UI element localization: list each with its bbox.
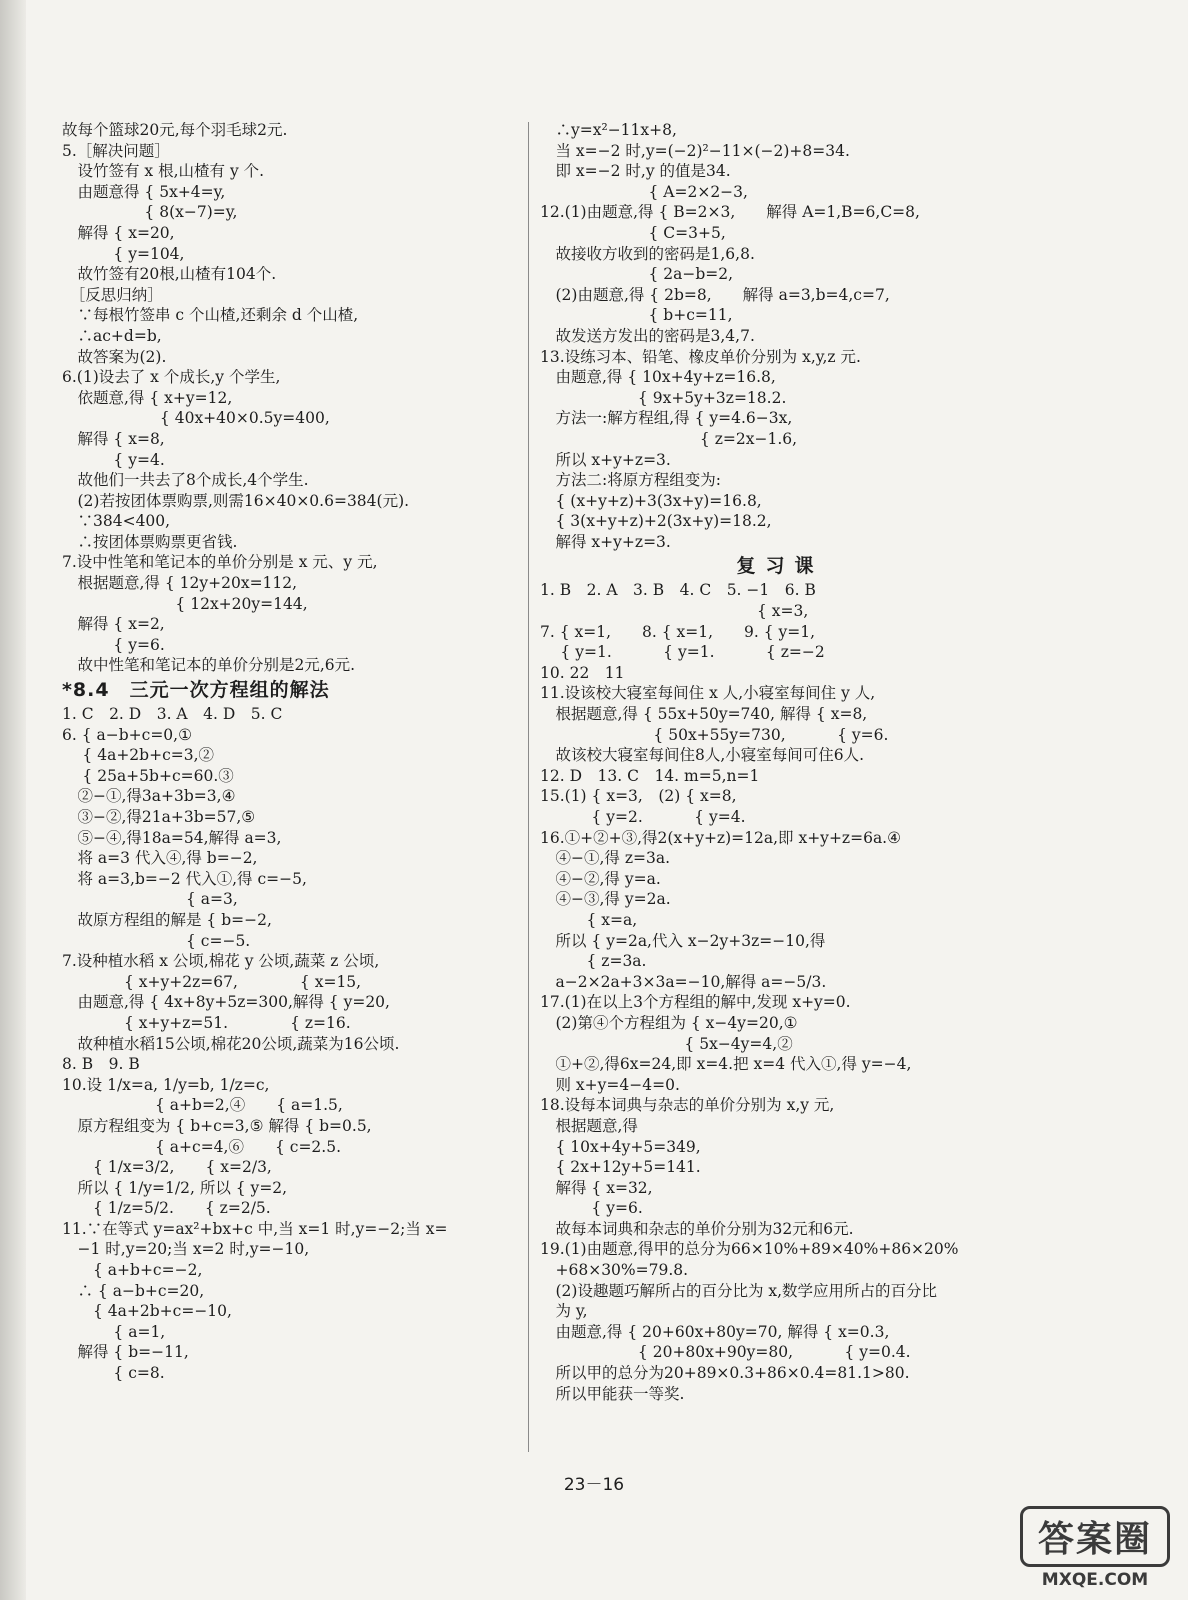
- text-line: (2)若按团体票购票,则需16×40×0.6=384(元).: [62, 491, 410, 510]
- text-line: { a+b=2,④ { a=1.5,: [62, 1096, 343, 1115]
- text-line: { x+y+z=51. { z=16.: [62, 1013, 351, 1032]
- text-line: 解得 { x=20,: [62, 223, 175, 242]
- text-line: 所以 x+y+z=3.: [540, 450, 671, 469]
- text-line: a−2×2a+3×3a=−10,解得 a=−5/3.: [540, 972, 827, 991]
- text-line: { x+y+2z=67, { x=15,: [62, 972, 362, 991]
- text-line: { y=6.: [62, 635, 165, 654]
- text-line: 6.(1)设去了 x 个成长,y 个学生,: [62, 368, 281, 387]
- text-line: { (x+y+z)+3(3x+y)=16.8,: [540, 491, 762, 510]
- text-line: ⑤−④,得18a=54,解得 a=3,: [62, 828, 282, 847]
- text-line: { 40x+40×0.5y=400,: [62, 409, 330, 428]
- page-edge: [0, 0, 26, 1600]
- text-line: 7. { x=1, 8. { x=1, 9. { y=1,: [540, 622, 816, 641]
- text-line: 由题意,得 { 20+60x+80y=70, 解得 { x=0.3,: [540, 1322, 890, 1341]
- text-line: 故他们一共去了8个成长,4个学生.: [62, 471, 309, 490]
- text-line: { a+c=4,⑥ { c=2.5.: [62, 1137, 342, 1156]
- text-line: 解得 x+y+z=3.: [540, 532, 671, 551]
- text-line: 解得 { x=32,: [540, 1178, 653, 1197]
- text-line: { 3(x+y+z)+2(3x+y)=18.2,: [540, 512, 772, 531]
- right-block-1: [540, 120, 1020, 552]
- watermark-logo: [1020, 1506, 1170, 1588]
- text-line: 所以甲能获一等奖.: [540, 1384, 685, 1403]
- text-line: 19.(1)由题意,得甲的总分为66×10%+89×40%+86×20%: [540, 1240, 959, 1259]
- text-line: 18.设每本词典与杂志的单价分别为 x,y 元,: [540, 1096, 835, 1115]
- text-line: 根据题意,得 { 55x+50y=740, 解得 { x=8,: [540, 705, 868, 724]
- text-line: { z=3a.: [540, 952, 647, 971]
- text-line: 1. B 2. A 3. B 4. C 5. −1 6. B: [540, 581, 816, 600]
- text-line: { 4a+2b+c=3,②: [62, 746, 215, 765]
- text-line: { C=3+5,: [540, 223, 726, 242]
- text-line: { A=2×2−3,: [540, 182, 748, 201]
- text-line: { 10x+4y+5=349,: [540, 1137, 701, 1156]
- text-line: { y=1. { y=1. { z=−2: [540, 643, 825, 662]
- text-line: 将 a=3 代入④,得 b=−2,: [62, 849, 258, 868]
- text-line: 所以甲的总分为20+89×0.3+86×0.4=81.1>80.: [540, 1364, 910, 1383]
- text-line: ④−②,得 y=a.: [540, 869, 661, 888]
- text-line: 方法二:将原方程组变为:: [540, 471, 721, 490]
- text-line: 根据题意,得: [540, 1116, 638, 1135]
- text-line: 解得 { x=2,: [62, 615, 165, 634]
- text-line: 故竹签有20根,山楂有104个.: [62, 265, 277, 284]
- column-divider: [528, 122, 529, 1452]
- text-line: 由题意,得 { 4x+8y+5z=300,解得 { y=20,: [62, 993, 390, 1012]
- text-line: 故中性笔和笔记本的单价分别是2元,6元.: [62, 656, 356, 675]
- text-line: ∴ { a−b+c=20,: [62, 1281, 205, 1300]
- text-line: 11.∵在等式 y=ax²+bx+c 中,当 x=1 时,y=−2;当 x=: [62, 1219, 448, 1238]
- text-line: 故答案为(2).: [62, 347, 167, 366]
- text-line: 11.设该校大寝室每间住 x 人,小寝室每间住 y 人,: [540, 684, 876, 703]
- text-line: +68×30%=79.8.: [540, 1261, 689, 1280]
- text-line: { 20+80x+90y=80, { y=0.4.: [540, 1343, 911, 1362]
- text-line: 10. 22 11: [540, 663, 625, 682]
- watermark-url: MXQE.COM: [1041, 1570, 1149, 1590]
- text-line: { 1/z=5/2. { z=2/5.: [62, 1199, 271, 1218]
- text-line: { b+c=11,: [540, 306, 733, 325]
- text-line: 则 x+y=4−4=0.: [540, 1075, 680, 1094]
- text-line: { 25a+5b+c=60.③: [62, 766, 234, 785]
- text-line: 故每本词典和杂志的单价分别为32元和6元.: [540, 1219, 854, 1238]
- text-line: { y=104,: [62, 244, 185, 263]
- text-line: { 2x+12y+5=141.: [540, 1158, 701, 1177]
- text-line: 设竹签有 x 根,山楂有 y 个.: [62, 162, 265, 181]
- text-line: 12. D 13. C 14. m=5,n=1: [540, 766, 760, 785]
- text-line: 故接收方收到的密码是1,6,8.: [540, 244, 755, 263]
- text-line: ∵384<400,: [62, 512, 171, 531]
- text-line: −1 时,y=20;当 x=2 时,y=−10,: [62, 1240, 310, 1259]
- text-line: ①+②,得6x=24,即 x=4.把 x=4 代入①,得 y=−4,: [540, 1055, 912, 1074]
- text-line: { 2a−b=2,: [540, 265, 734, 284]
- right-column: [540, 120, 1020, 1404]
- text-line: 原方程组变为 { b+c=3,⑤ 解得 { b=0.5,: [62, 1116, 372, 1135]
- text-line: 12.(1)由题意,得 { B=2×3, 解得 A=1,B=6,C=8,: [540, 203, 920, 222]
- text-line: { y=2. { y=4.: [540, 808, 746, 826]
- text-line: { 1/x=3/2, { x=2/3,: [62, 1158, 272, 1177]
- text-line: 故发送方发出的密码是3,4,7.: [540, 326, 755, 345]
- text-line: 5.［解决问题］: [62, 141, 170, 160]
- text-line: (2)设趣题巧解所占的百分比为 x,数学应用所占的百分比: [540, 1281, 938, 1300]
- text-line: { 9x+5y+3z=18.2.: [540, 388, 787, 407]
- text-line: { c=−5.: [62, 931, 251, 950]
- text-line: ②−①,得3a+3b=3,④: [62, 787, 236, 806]
- text-line: 将 a=3,b=−2 代入①,得 c=−5,: [62, 869, 307, 888]
- text-line: 所以 { y=2a,代入 x−2y+3z=−10,得: [540, 931, 826, 950]
- text-line: ③−②,得21a+3b=57,⑤: [62, 808, 256, 826]
- text-line: 当 x=−2 时,y=(−2)²−11×(−2)+8=34.: [540, 141, 850, 160]
- text-line: { y=4.: [62, 450, 165, 469]
- text-line: 依题意,得 { x+y=12,: [62, 388, 233, 407]
- text-line: 6. { a−b+c=0,①: [62, 725, 192, 744]
- text-line: 所以 { 1/y=1/2, 所以 { y=2,: [62, 1178, 288, 1197]
- text-line: 故原方程组的解是 { b=−2,: [62, 910, 272, 929]
- text-line: { x=a,: [540, 910, 638, 929]
- text-line: { 8(x−7)=y,: [62, 203, 238, 222]
- text-line: 由题意,得 { 10x+4y+z=16.8,: [540, 368, 776, 387]
- text-line: 根据题意,得 { 12y+20x=112,: [62, 574, 298, 593]
- text-line: 方法一:解方程组,得 { y=4.6−3x,: [540, 409, 793, 428]
- text-line: 16.①+②+③,得2(x+y+z)=12a,即 x+y+z=6a.④: [540, 828, 902, 847]
- text-line: ④−③,得 y=2a.: [540, 890, 671, 909]
- text-line: { a=1,: [62, 1322, 166, 1341]
- text-line: ∴按团体票购票更省钱.: [62, 532, 238, 551]
- text-line: 为 y,: [540, 1302, 588, 1321]
- text-line: { 5x−4y=4,②: [540, 1034, 793, 1053]
- text-line: 1. C 2. D 3. A 4. D 5. C: [62, 705, 283, 724]
- page-number: 23－16: [563, 1475, 625, 1495]
- text-line: (2)第④个方程组为 { x−4y=20,①: [540, 1013, 798, 1032]
- text-line: 10.设 1/x=a, 1/y=b, 1/z=c,: [62, 1075, 270, 1094]
- text-line: { x=3,: [540, 602, 809, 621]
- text-line: 17.(1)在以上3个方程组的解中,发现 x+y=0.: [540, 993, 851, 1012]
- text-line: 故该校大寝室每间住8人,小寝室每间可住6人.: [540, 746, 865, 765]
- text-line: 即 x=−2 时,y 的值是34.: [540, 162, 731, 181]
- section-8-4-title: *8.4 三元一次方程组的解法: [62, 679, 330, 702]
- left-block-2: [62, 704, 522, 1384]
- left-column: [62, 120, 522, 1384]
- watermark-logo-text: 答案圈: [1020, 1506, 1170, 1567]
- text-line: ∴y=x²−11x+8,: [540, 121, 677, 139]
- right-block-2: [540, 580, 1020, 1404]
- text-line: { a+b+c=−2,: [62, 1261, 203, 1280]
- text-line: ∵每根竹签串 c 个山楂,还剩余 d 个山楂,: [62, 306, 359, 325]
- text-line: ④−①,得 z=3a.: [540, 849, 671, 868]
- text-line: 7.设中性笔和笔记本的单价分别是 x 元、y 元,: [62, 553, 378, 572]
- text-line: 8. B 9. B: [62, 1055, 140, 1074]
- text-line: (2)由题意,得 { 2b=8, 解得 a=3,b=4,c=7,: [540, 285, 890, 304]
- text-line: 7.设种植水稻 x 公顷,棉花 y 公顷,蔬菜 z 公顷,: [62, 952, 380, 971]
- text-line: { z=2x−1.6,: [540, 429, 798, 448]
- left-block-1: [62, 120, 522, 676]
- text-line: 解得 { b=−11,: [62, 1343, 189, 1362]
- review-title: 复习课: [736, 555, 824, 578]
- text-line: { c=8.: [62, 1364, 165, 1383]
- text-line: { 4a+2b+c=−10,: [62, 1302, 232, 1321]
- text-line: { 12x+20y=144,: [62, 594, 308, 613]
- text-line: 15.(1) { x=3, (2) { x=8,: [540, 787, 737, 806]
- text-line: ［反思归纳］: [62, 285, 163, 304]
- text-line: ∴ac+d=b,: [62, 326, 162, 345]
- text-line: { y=6.: [540, 1199, 643, 1218]
- text-line: { 50x+55y=730, { y=6.: [540, 725, 889, 744]
- text-line: 13.设练习本、铅笔、橡皮单价分别为 x,y,z 元.: [540, 347, 861, 366]
- text-line: 解得 { x=8,: [62, 429, 165, 448]
- text-line: 故种植水稻15公顷,棉花20公顷,蔬菜为16公顷.: [62, 1034, 400, 1053]
- text-line: 由题意得 { 5x+4=y,: [62, 182, 226, 201]
- text-line: 故每个篮球20元,每个羽毛球2元.: [62, 121, 288, 139]
- text-line: { a=3,: [62, 890, 238, 909]
